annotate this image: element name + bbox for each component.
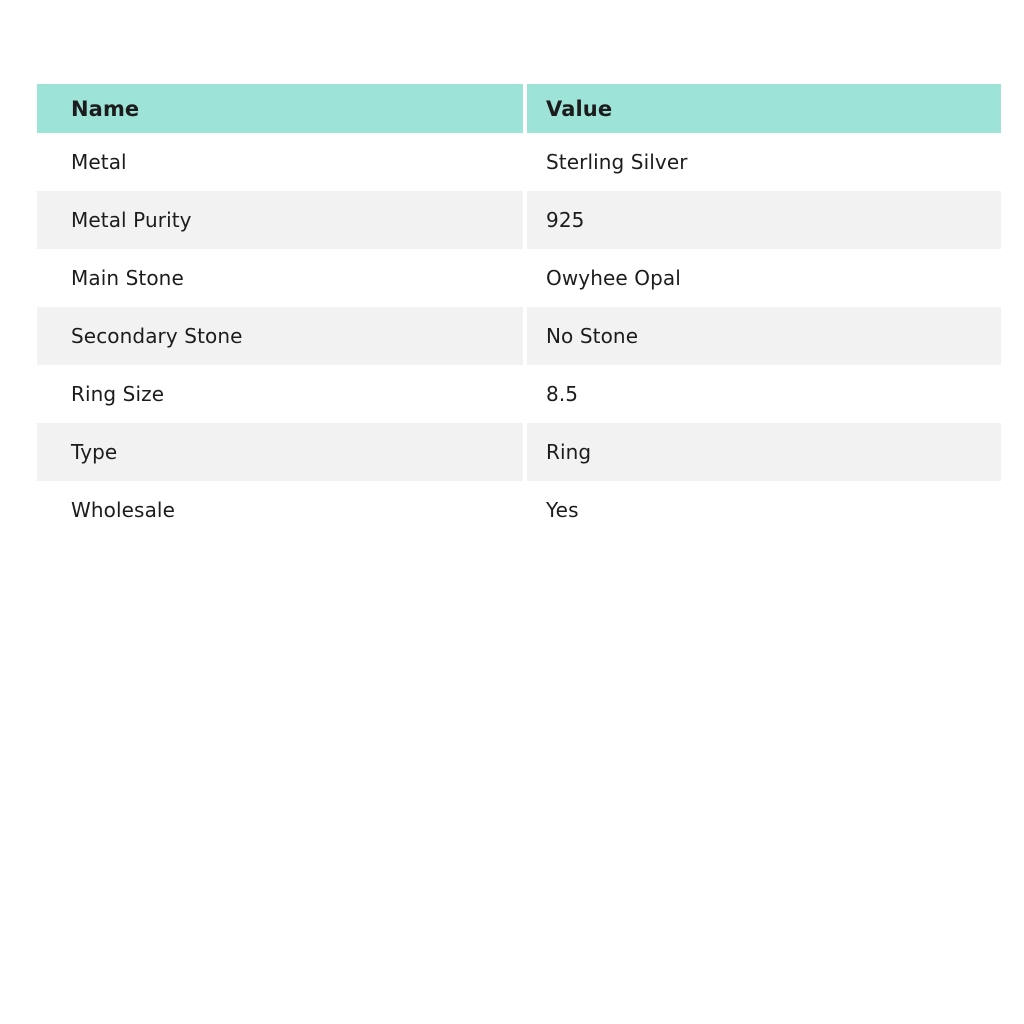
row-name-cell: Secondary Stone — [37, 307, 523, 365]
table-row — [37, 365, 1001, 423]
row-value-cell: Yes — [527, 481, 1001, 539]
column-header-name: Name — [37, 84, 523, 133]
table-row — [37, 481, 1001, 539]
table-row — [37, 133, 1001, 191]
row-name-cell: Main Stone — [37, 249, 523, 307]
table-row — [37, 191, 1001, 249]
row-name-cell: Metal — [37, 133, 523, 191]
row-name-cell: Ring Size — [37, 365, 523, 423]
row-value-cell: 8.5 — [527, 365, 1001, 423]
row-value-cell: No Stone — [527, 307, 1001, 365]
row-name-cell: Wholesale — [37, 481, 523, 539]
row-value-cell: Sterling Silver — [527, 133, 1001, 191]
row-name-cell: Metal Purity — [37, 191, 523, 249]
table-header-row — [37, 84, 1001, 133]
row-value-cell: Owyhee Opal — [527, 249, 1001, 307]
product-attributes-table — [37, 84, 1001, 539]
row-value-cell: 925 — [527, 191, 1001, 249]
table-row — [37, 423, 1001, 481]
table-row — [37, 249, 1001, 307]
column-header-value: Value — [527, 84, 1001, 133]
row-name-cell: Type — [37, 423, 523, 481]
table-row — [37, 307, 1001, 365]
row-value-cell: Ring — [527, 423, 1001, 481]
